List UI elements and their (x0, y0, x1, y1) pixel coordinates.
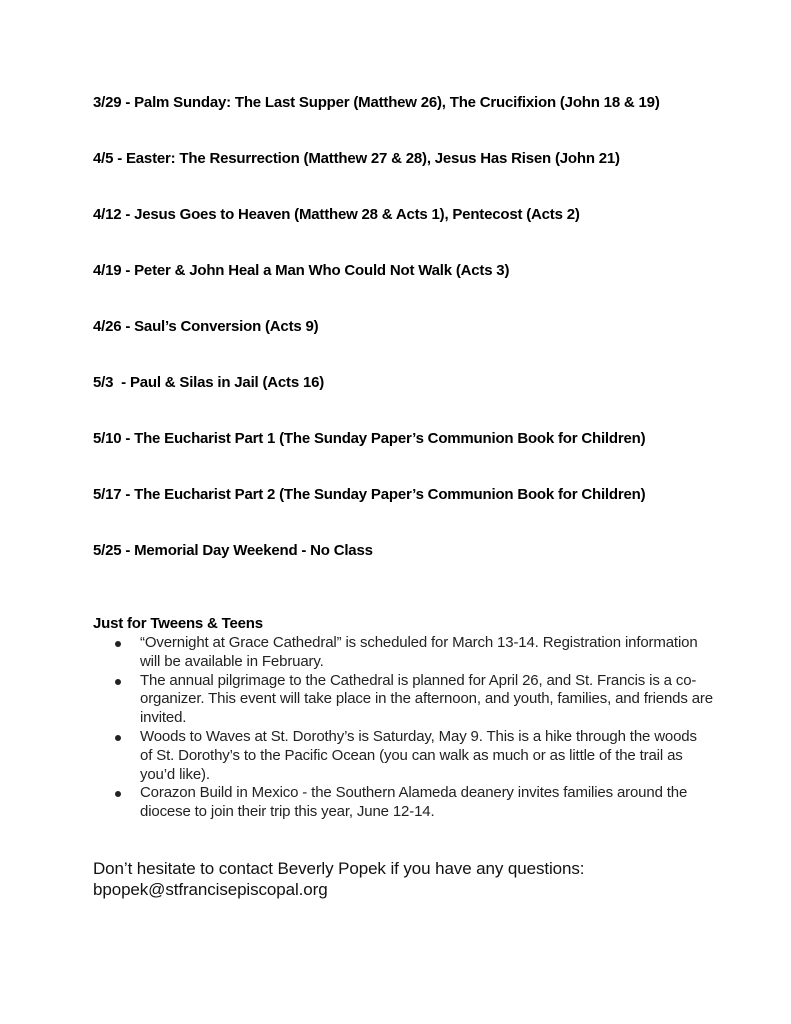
schedule-entry-5-17: 5/17 - The Eucharist Part 2 (The Sunday Paper’s Communion Book for Children) (93, 486, 646, 503)
schedule-entry-4-12: 4/12 - Jesus Goes to Heaven (Matthew 28 & Acts 1), Pentecost (Acts 2) (93, 206, 580, 223)
bullet-icon (115, 735, 121, 741)
list-item-text: Woods to Waves at St. Dorothy’s is Saturday, May 9. This is a hike through the woods of St. Dorothy’s to the Pacific Ocean (you can walk as much or as little of the trail as you’d like). (140, 727, 697, 783)
schedule-entry-4-5: 4/5 - Easter: The Resurrection (Matthew 27 & 28), Jesus Has Risen (John 21) (93, 150, 620, 167)
tweens-teens-heading: Just for Tweens & Teens (93, 615, 263, 632)
list-item (93, 672, 713, 728)
schedule-entry-5-10: 5/10 - The Eucharist Part 1 (The Sunday Paper’s Communion Book for Children) (93, 430, 646, 447)
bullet-icon (115, 679, 121, 685)
list-item (93, 728, 713, 784)
contact-text: Don’t hesitate to contact Beverly Popek if you have any questions: (93, 859, 585, 878)
schedule-entry-4-19: 4/19 - Peter & John Heal a Man Who Could Not Walk (Acts 3) (93, 262, 510, 279)
list-item-text: The annual pilgrimage to the Cathedral is planned for April 26, and St. Francis is a co-organizer. This event will take place in the afternoon, and youth, families, and friends are invited. (140, 671, 713, 727)
bullet-icon (115, 641, 121, 647)
schedule-entry-5-3: 5/3 - Paul & Silas in Jail (Acts 16) (93, 374, 325, 391)
schedule-entry-5-25: 5/25 - Memorial Day Weekend - No Class (93, 542, 373, 559)
contact-email-link[interactable]: bpopek@stfrancisepiscopal.org (93, 880, 328, 899)
list-item (93, 784, 713, 822)
list-item-text: “Overnight at Grace Cathedral” is scheduled for March 13-14. Registration information will be available in February. (140, 634, 698, 670)
contact-block (93, 858, 584, 900)
tweens-teens-list (93, 634, 713, 822)
schedule-entry-3-29: 3/29 - Palm Sunday: The Last Supper (Matthew 26), The Crucifixion (John 18 & 19) (93, 94, 660, 111)
bullet-icon (115, 791, 121, 797)
list-item-text: Corazon Build in Mexico - the Southern Alameda deanery invites families around the diocese to join their trip this year, June 12-14. (140, 784, 688, 821)
schedule-entry-4-26: 4/26 - Saul’s Conversion (Acts 9) (93, 318, 319, 335)
list-item (93, 634, 713, 672)
